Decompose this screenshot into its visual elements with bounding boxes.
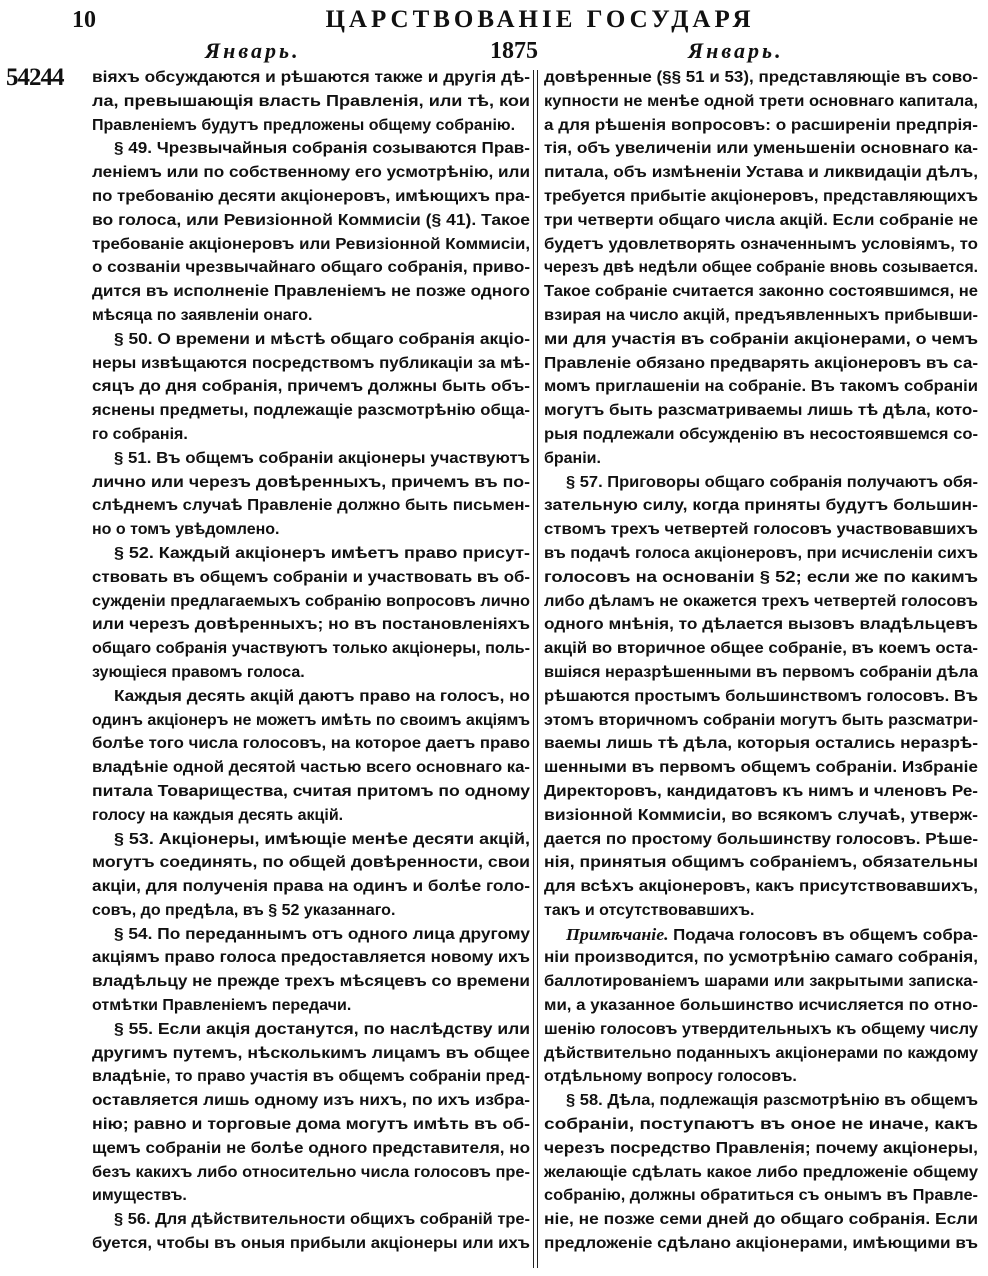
text-line: владѣльцу не прежде трехъ мѣсяцевъ со времени: [92, 973, 530, 991]
text-line: щемъ собраніи не болѣе одного представителя, но: [92, 1139, 530, 1157]
text-line: дится въ исполненіе Правленіемъ не позже одного: [92, 283, 530, 301]
text-line: болѣе того числа голосовъ, на которое даетъ право: [92, 735, 530, 753]
text-line: довѣренные (§§ 51 и 53), представляющіе въ сово-: [544, 69, 978, 86]
text-line: § 57. Приговоры общаго собранія получаютъ обя-: [566, 473, 978, 491]
month-right: Январь.: [688, 38, 784, 63]
text-line: неры извѣщаются посредствомъ публикаціи за мѣ-: [92, 354, 530, 372]
margin-document-number: 54244: [6, 64, 64, 91]
text-line: тія, объ увеличеніи или уменьшеніи основнаго ка-: [544, 140, 978, 158]
text-line: ми, а указанное большинство исчисляется по отно-: [544, 997, 978, 1015]
text-line: рѣшаются простымъ большинствомъ голосовъ. Въ: [544, 687, 978, 705]
text-line: мѣсяца по заявленіи онаго.: [92, 306, 313, 324]
text-line: ваемы лишь тѣ дѣла, которыя остались неразрѣ-: [544, 735, 978, 753]
text-line: питала, объ измѣненіи Устава и ликвидаціи дѣлъ,: [544, 164, 978, 182]
text-line: акціямъ право голоса предоставляется новому ихъ: [92, 949, 530, 967]
text-line: Такое собраніе считается законно состоявшимся, не: [544, 283, 978, 301]
text-line: желающіе сдѣлать какое либо предложеніе общему: [544, 1163, 978, 1181]
text-line: буется, чтобы въ оныя прибыли акціонеры или ихъ: [92, 1235, 530, 1253]
text-line: § 51. Въ общемъ собраніи акціонеры участвуютъ: [114, 449, 530, 467]
text-line: оставляется лишь одному изъ нихъ, по ихъ избра-: [92, 1092, 530, 1110]
text-line: Каждыя десять акцій даютъ право на голосъ, но: [114, 687, 530, 705]
text-line: ствовать въ общемъ собраніи и участвовать въ об-: [92, 568, 530, 586]
text-line: общаго собранія участвуютъ только акціонеры, поль-: [92, 640, 530, 658]
text-line: другимъ путемъ, нѣсколькимъ лицамъ въ общее: [92, 1044, 530, 1062]
text-line: акціи, для полученія права на одинъ и болѣе голо-: [92, 878, 530, 896]
text-line: віяхъ обсуждаются и рѣшаются также и другія дѣ-: [92, 69, 530, 86]
text-line: купности не менѣе одной трети основнаго капитала,: [544, 92, 978, 110]
text-line: голосовъ на основаніи § 52; если же по какимъ: [544, 568, 978, 586]
text-line: отдѣльному вопросу голосовъ.: [544, 1068, 797, 1086]
text-line: лично или черезъ довѣренныхъ, причемъ въ по-: [92, 473, 530, 491]
text-line: а для рѣшенія вопросовъ: о расширеніи предпрія-: [544, 116, 978, 134]
text-line: дается по простому большинству голосовъ. Рѣше-: [544, 830, 978, 848]
text-line: зательную силу, когда приняты будутъ большин-: [544, 497, 978, 515]
text-line: Правленіемъ будутъ предложены общему собранію.: [92, 116, 516, 134]
running-title: ЦАРСТВОВАНІЕ ГОСУДАРЯ: [325, 6, 755, 33]
text-line: § 49. Чрезвычайныя собранія созываются Прав-: [114, 140, 530, 158]
text-line: Примѣчаніе. Подача голосовъ въ общемъ собра-: [566, 924, 978, 944]
text-line: такъ и отсутствовавшихъ.: [544, 901, 755, 919]
text-line: ніе, не позже семи дней до общаго собранія. Если: [544, 1211, 978, 1229]
text-line: сяцъ до дня собранія, причемъ должны быть объ-: [92, 378, 530, 396]
text-line: ми для участія въ собраніи акціонерами, о чемъ: [544, 330, 978, 348]
text-line: три четверти общаго числа акцій. Если собраніе не: [544, 211, 978, 229]
text-line: питала Товарищества, считая притомъ по одному: [92, 782, 530, 800]
text-line: совъ, до предѣла, въ § 52 указаннаго.: [92, 901, 396, 919]
text-line: нія, принятыя общимъ собраніемъ, обязательны: [544, 854, 978, 872]
text-line: ствомъ трехъ четвертей голосовъ участвовавшихъ: [544, 521, 978, 539]
text-line: Правленіе обязано предварять акціонеровъ въ са-: [544, 354, 978, 372]
year: 1875: [490, 38, 538, 64]
text-line: рыя подлежали обсужденію въ несостоявшемся со-: [544, 425, 978, 443]
text-line: браніи.: [544, 449, 601, 467]
text-line: безъ какихъ либо относительно числа голосовъ пре-: [92, 1163, 530, 1181]
text-line: либо дѣламъ не окажется трехъ четвертей голосовъ: [544, 592, 978, 610]
text-line: владѣніе, то право участія въ общемъ собраніи пред-: [92, 1068, 530, 1086]
text-line: акцій во вторичное общее собраніе, въ коемъ оста-: [544, 640, 978, 658]
text-line: имуществъ.: [92, 1187, 187, 1205]
page-number: 10: [72, 7, 96, 33]
text-line: о созваніи чрезвычайнаго общаго собранія, приво-: [92, 259, 530, 277]
text-line: леніемъ или по собственному его усмотрѣнію, или: [92, 164, 530, 182]
text-line: § 56. Для дѣйствительности общихъ собраній тре-: [114, 1211, 530, 1229]
text-line: одного мнѣнія, то дѣлается вызовъ владѣльцевъ: [544, 616, 978, 634]
text-line: яснены предметы, подлежащіе разсмотрѣнію обща-: [92, 402, 530, 420]
text-line: по требованію десяти акціонеровъ, имѣющихъ пра-: [92, 187, 530, 205]
text-line: момъ приглашеніи на собраніе. Въ такомъ собраніи: [544, 378, 978, 396]
text-line: требованіе акціонеровъ или Ревизіонной Коммисіи,: [92, 235, 530, 253]
text-line: сужденіи предлагаемыхъ собранію вопросовъ лично: [92, 592, 530, 610]
text-line: требуется прибытіе акціонеровъ, представляющихъ: [544, 187, 978, 205]
text-line: будетъ удовлетворять означеннымъ условіямъ, то: [544, 235, 978, 253]
text-line: § 55. Если акція достанутся, по наслѣдству или: [114, 1020, 530, 1038]
column-divider: [533, 70, 538, 1268]
text-line: § 50. О времени и мѣстѣ общаго собранія акціо-: [114, 330, 530, 348]
text-line: голосу на каждыя десять акцій.: [92, 806, 344, 824]
note-lead: Примѣчаніе.: [566, 924, 674, 944]
month-left: Январь.: [205, 38, 301, 63]
text-line: шенными въ первомъ общемъ собраніи. Избраніе: [544, 759, 978, 777]
text-line: § 54. По переданнымъ отъ одного лица другому: [114, 925, 530, 943]
text-line: нію; равно и торговые дома могутъ имѣть въ об-: [92, 1116, 530, 1134]
right-column: [544, 66, 978, 1256]
text-line: черезъ посредство Правленія; почему акціонеры,: [544, 1139, 978, 1157]
text-line: въ подачѣ голоса акціонеровъ, при исчисленіи сихъ: [544, 544, 978, 562]
text-line: или черезъ довѣренныхъ; но въ постановленіяхъ: [92, 616, 530, 634]
text-line: собранію, должны обратиться съ онымъ въ Правле-: [544, 1187, 978, 1205]
text-line: могутъ соединять, по общей довѣренности, свои: [92, 854, 530, 872]
text-line: во голоса, или Ревизіонной Коммисіи (§ 41). Такое: [92, 211, 530, 229]
text-line: слѣднемъ случаѣ Правленіе должно быть письмен-: [92, 497, 530, 515]
text-line: § 53. Акціонеры, имѣющіе менѣе десяти акцій,: [114, 830, 530, 848]
text-line: ла, превышающія власть Правленія, или тѣ, кои: [92, 92, 530, 110]
text-line: владѣніе одной десятой частью всего основнаго ка-: [92, 759, 530, 777]
text-line: черезъ двѣ недѣли общее собраніе вновь созывается.: [544, 259, 978, 277]
text-line: баллотированіемъ шарами или закрытыми записка-: [544, 973, 978, 991]
text-line: этомъ вторичномъ собраніи могутъ быть разсматри-: [544, 711, 978, 729]
text-line: собраніи, поступаютъ въ оное не иначе, какъ: [544, 1116, 978, 1134]
text-line: шенію голосовъ утвердительныхъ къ общему числу: [544, 1020, 978, 1038]
text-line: взирая на число акцій, предъявленныхъ прибывши-: [544, 306, 978, 324]
text-line: визіонной Коммисіи, во всякомъ случаѣ, утверж-: [544, 806, 978, 824]
text-line: § 52. Каждый акціонеръ имѣетъ право присут-: [114, 544, 530, 562]
text-line: отмѣтки Правленіемъ передачи.: [92, 997, 352, 1015]
text-line: ніи производится, по усмотрѣнію самаго собранія,: [544, 949, 978, 967]
text-line: зующіеся правомъ голоса.: [92, 663, 305, 681]
text-line: могутъ быть разсматриваемы лишь тѣ дѣла, кото-: [544, 402, 978, 420]
text-line: одинъ акціонеръ не можетъ имѣть по своимъ акціямъ: [92, 711, 530, 729]
text-line: § 58. Дѣла, подлежащія разсмотрѣнію въ общемъ: [566, 1092, 978, 1110]
left-column: [92, 66, 530, 1256]
text-line: предложеніе сдѣлано акціонерами, имѣющими въ: [544, 1235, 978, 1253]
text-line: дѣйствительно поданныхъ акціонерами по каждому: [544, 1044, 978, 1062]
text-line: для всѣхъ акціонеровъ, какъ присутствовавшихъ,: [544, 878, 978, 896]
text-line: Директоровъ, кандидатовъ къ нимъ и членовъ Ре-: [544, 782, 978, 800]
text-line: го собранія.: [92, 425, 188, 443]
text-line: вшіяся неразрѣшенными въ первомъ собраніи дѣла: [544, 663, 978, 681]
text-line: но о томъ увѣдомлено.: [92, 521, 280, 539]
